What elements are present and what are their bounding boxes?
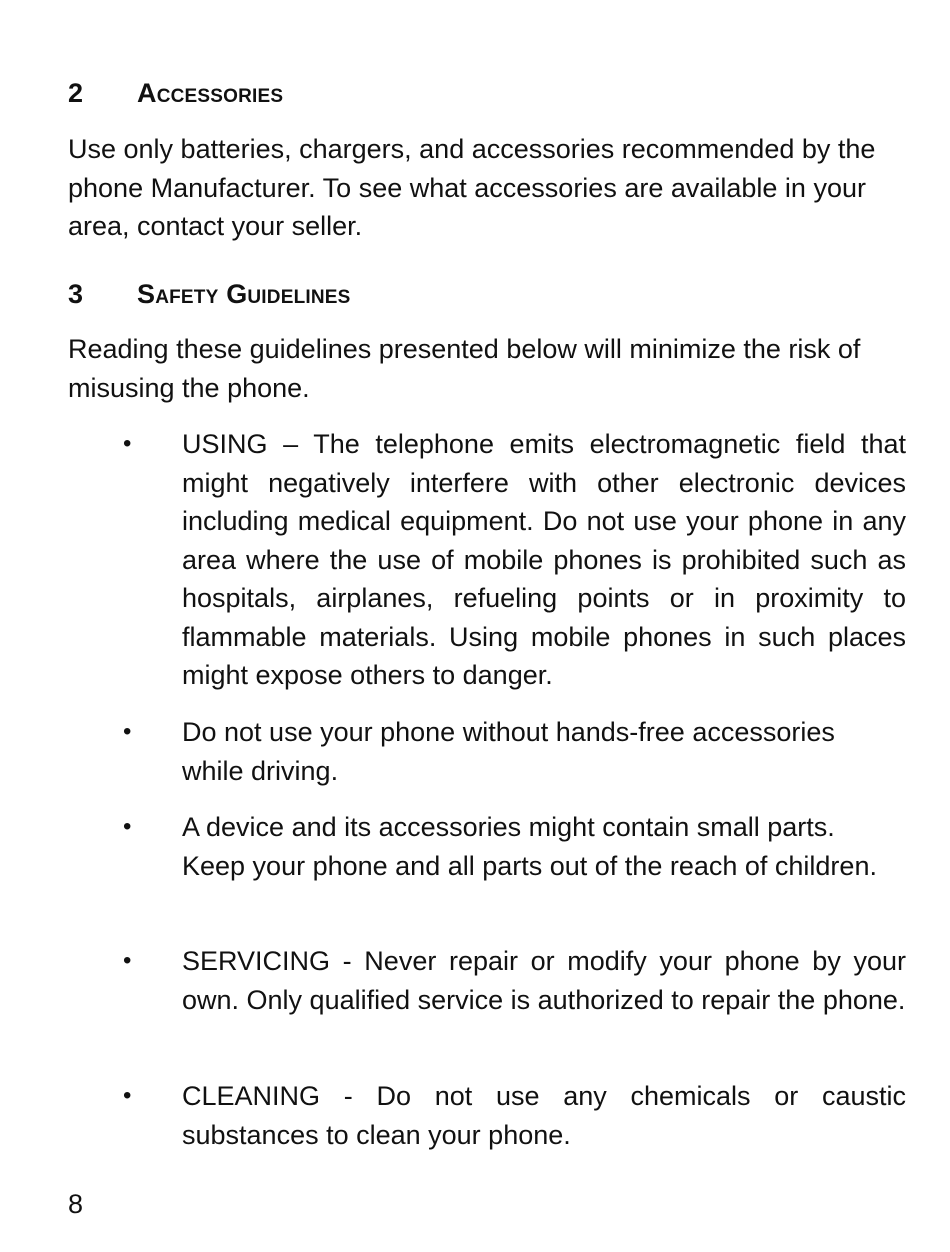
section-heading-safety-guidelines [68,279,351,309]
bullet-text-using: USING – The telephone emits electromagnetic field that might negatively interfere with other electronic devices including medical equipment. Do not use your phone in any area where the use of mobile phones is prohibited such as hospitals, airplanes, refueling points or in proximity to flammable materials. Using mobile phones in such places might expose others to danger. [182,429,906,690]
bullet-text-small-parts: A device and its accessories might contain small parts. Keep your phone and all parts out of the reach of children. [182,812,877,881]
accessories-paragraph: Use only batteries, chargers, and accessories recommended by the phone Manufacturer. To see what accessories are available in your area, contact your seller. [68,134,876,241]
page-number: 8 [68,1189,84,1219]
bullet-text-driving: Do not use your phone without hands-free accessories while driving. [182,717,835,786]
safety-intro-paragraph: Reading these guidelines presented below will minimize the risk of misusing the phone. [68,334,861,403]
bullet-icon: • [123,1082,132,1109]
bullet-icon: • [123,813,132,840]
section-title: Safety Guidelines [137,279,351,309]
bullet-text-servicing: SERVICING - Never repair or modify your phone by your own. Only qualified service is authorized to repair the phone. [182,946,906,1015]
section-title: Accessories [137,78,284,108]
bullet-icon: • [123,718,132,745]
section-number: 3 [68,279,84,309]
manual-page [68,0,906,1252]
bullet-icon: • [123,947,132,974]
bullet-text-cleaning: CLEANING - Do not use any chemicals or caustic substances to clean your phone. [182,1081,906,1150]
section-heading-accessories [68,78,283,108]
bullet-icon: • [123,430,132,457]
section-number: 2 [68,78,84,108]
